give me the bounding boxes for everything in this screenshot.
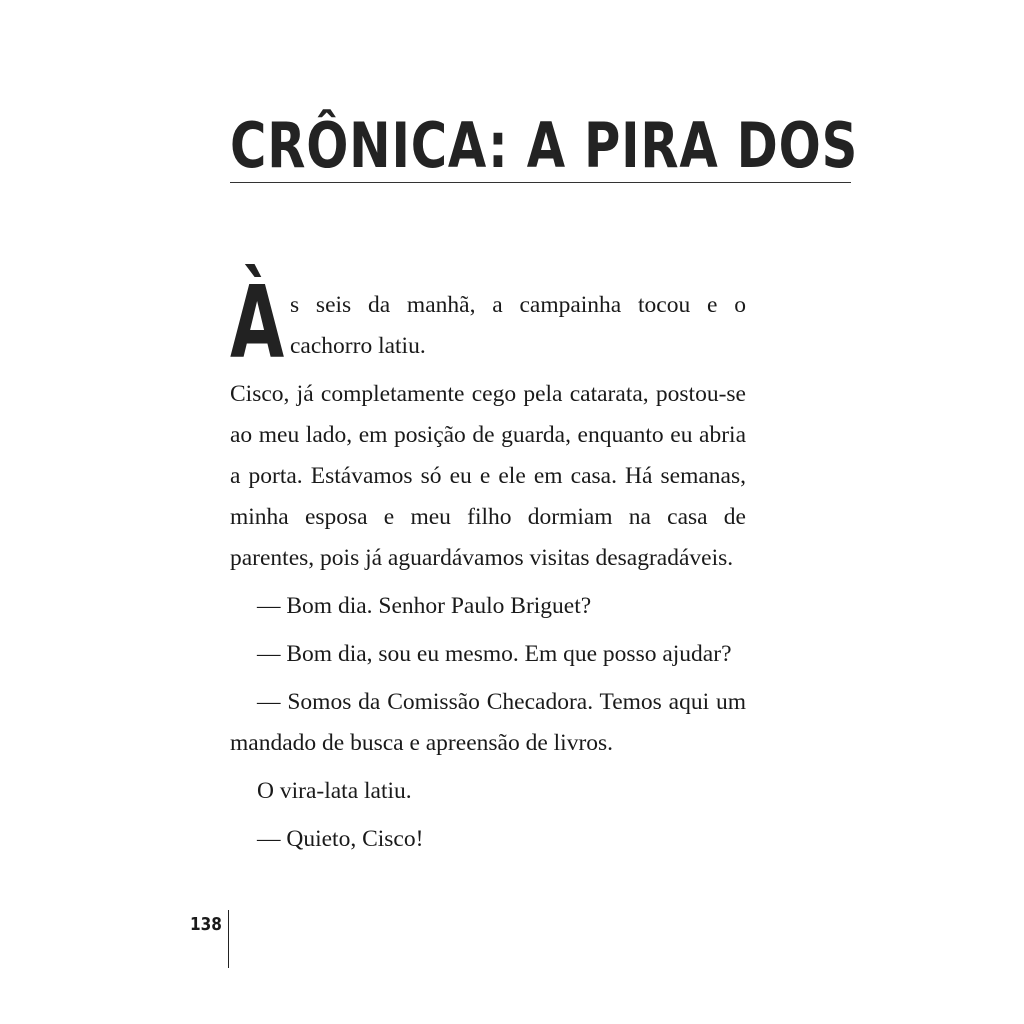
paragraph-2: Cisco, já completamente cego pela catarata, postou-se ao meu lado, em posição de guarda, enquanto eu abria a porta. Estávamos só eu e ele em casa. Há semanas, minha esposa e meu filho dormiam na casa de parentes, pois já aguardávamos visitas desagradáveis. — [230, 381, 746, 571]
paragraph-1-text: s seis da manhã, a campainha tocou e o cachorro latiu. — [290, 292, 746, 359]
page-number: 138 — [190, 914, 222, 935]
dialogue-line-3: — Somos da Comissão Checadora. Temos aqui um mandado de busca e apreensão de livros. — [230, 689, 746, 756]
dialogue-line-1: — Bom dia. Senhor Paulo Briguet? — [257, 593, 592, 619]
chapter-title: CRÔNICA: A PIRA DOS — [230, 109, 859, 182]
dialogue-line-2: — Bom dia, sou eu mesmo. Em que posso ajudar? — [257, 641, 732, 667]
drop-cap: À — [230, 264, 285, 381]
body-text — [230, 264, 746, 867]
page-number-divider — [228, 910, 229, 968]
paragraph-1 — [230, 264, 746, 381]
title-underline — [230, 182, 851, 183]
dialogue-line-4: — Quieto, Cisco! — [257, 826, 424, 852]
paragraph-narration: O vira-lata latiu. — [257, 778, 412, 804]
